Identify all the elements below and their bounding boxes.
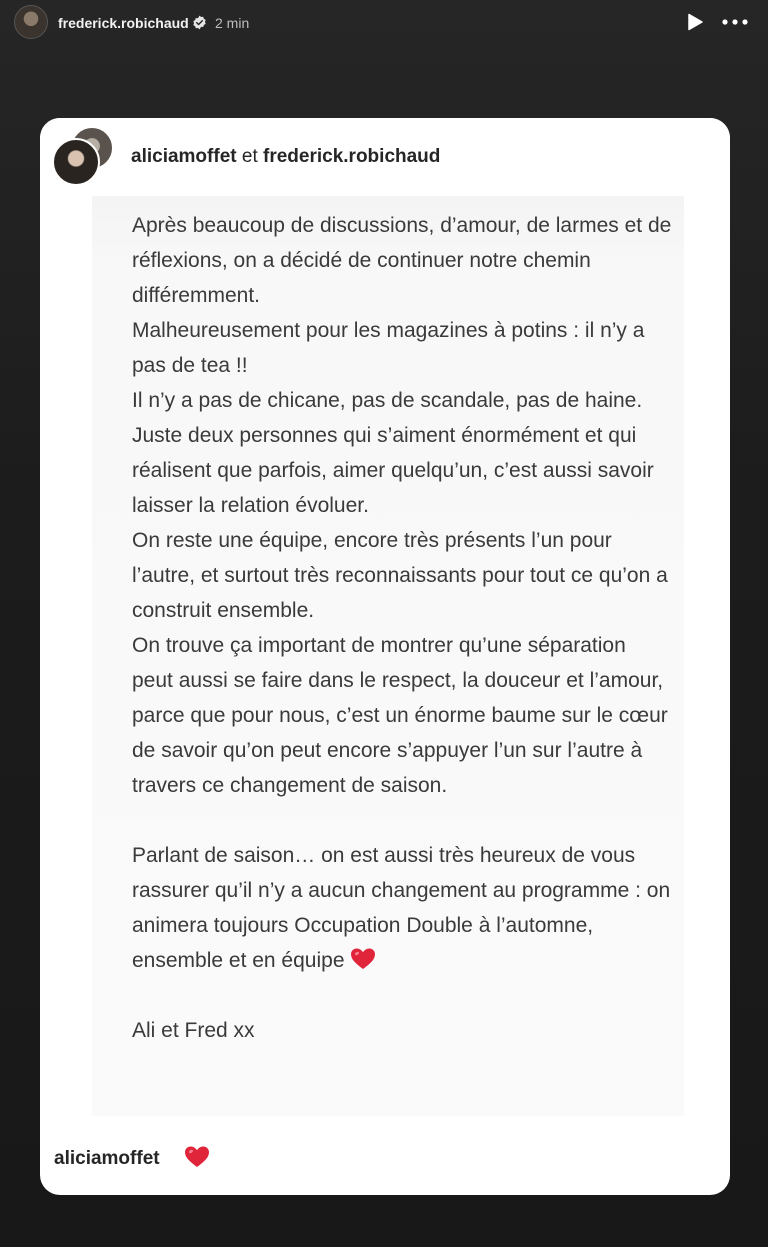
author-aliciamoffet[interactable]: aliciamoffet <box>131 146 237 167</box>
post-authors <box>131 146 440 168</box>
post-message <box>132 208 676 1048</box>
avatar-alicia <box>52 138 100 186</box>
message-signature: Ali et Fred xx <box>132 1019 255 1042</box>
post-image <box>92 196 684 1116</box>
shared-post-card[interactable] <box>40 118 730 1195</box>
collab-avatars[interactable] <box>52 126 114 186</box>
caption-heart-icon <box>184 1145 210 1169</box>
red-heart-icon <box>350 947 376 971</box>
message-paragraph-2: Parlant de saison… on est aussi très heureux de vous rassurer qu’il n’y a aucun changement au programme : on animera toujours Occupation Double à l’automne, ensemble et en équipe <box>132 844 676 972</box>
story-top-bar <box>0 0 768 46</box>
message-paragraph-1: Après beaucoup de discussions, d’amour, de larmes et de réflexions, on a décidé de continuer notre chemin différemment. Malheureusement pour les magazines à potins : il n’y a pas de tea !! Il n’y a pas de chicane, pas de scandale, pas de haine. Juste deux personnes qui s’aiment énormément et qui réalisent que parfois, aimer quelqu’un, c’est aussi savoir laisser la relation évoluer. On reste une équipe, encore très présents l’un pour l’autre, et surtout très reconnaissants pour tout ce qu’on a construit ensemble. On trouve ça important de montrer qu’une séparation peut aussi se faire dans le respect, la douceur et l’amour, parce que pour nous, c’est un énorme baume sur le cœur de savoir qu’on peut encore s’appuyer l’un sur l’autre à travers ce changement de saison. <box>132 214 672 797</box>
story-username[interactable]: frederick.robichaud <box>58 15 189 31</box>
authors-conjunction: et <box>241 146 258 167</box>
more-options-icon[interactable] <box>720 12 750 32</box>
profile-avatar[interactable] <box>14 5 48 39</box>
post-header <box>40 118 730 196</box>
verified-icon <box>192 15 207 30</box>
author-frederick[interactable]: frederick.robichaud <box>263 146 441 167</box>
caption-username[interactable]: aliciamoffet <box>54 1148 160 1169</box>
play-icon[interactable] <box>685 12 705 32</box>
story-timestamp: 2 min <box>215 15 250 31</box>
